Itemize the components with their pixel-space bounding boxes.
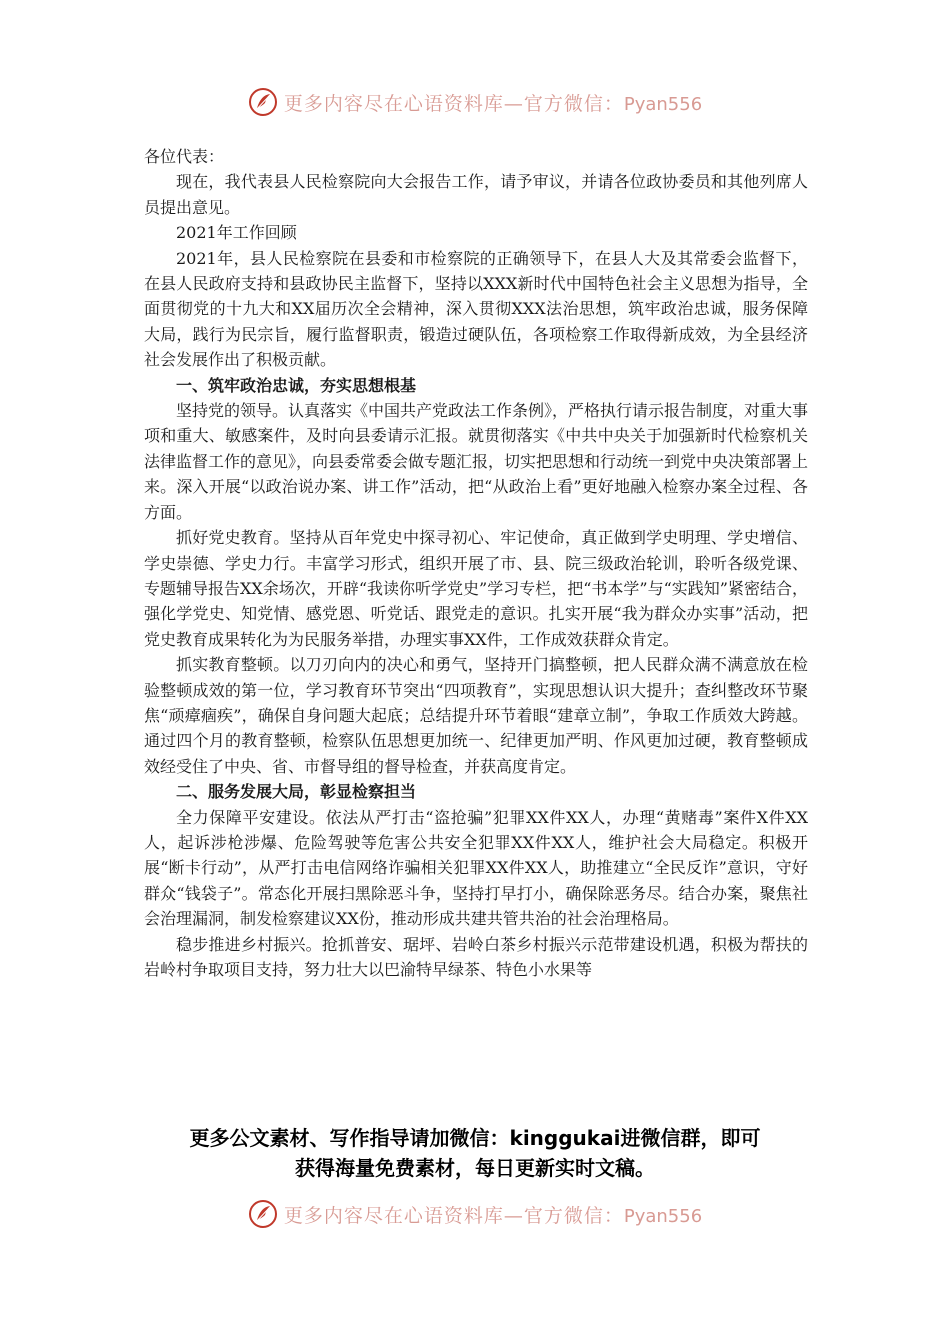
paragraph-1-2: 抓好党史教育。坚持从百年党史中探寻初心、牢记使命，真正做到学史明理、学史增信、学史崇德、学史力行。丰富学习形式，组织开展了市、县、院三级政治轮训，聆听各级党课、专题辅导报告XX余场次，开辟“我读你听学党史”学习专栏，把“书本学”与“实践知”紧密结合，强化学党史、知党情、感党恩、听党话、跟党走的意识。扎实开展“我为群众办实事”活动，把党史教育成果转化为为民服务举措，办理实事XX件，工作成效获群众肯定。 [144, 528, 808, 649]
promo-line-2: 获得海量免费素材，每日更新实时文稿。 [295, 1156, 655, 1180]
footer-wechat-id: Pyan556 [623, 1205, 703, 1227]
paragraph-1-1: 坚持党的领导。认真落实《中国共产党政法工作条例》，严格执行请示报告制度，对重大事项和重大、敏感案件，及时向县委请示汇报。就贯彻落实《中共中央关于加强新时代检察机关法律监督工作的意见》，向县委常委会做专题汇报，切实把思想和行动统一到党中央决策部署上来。深入开展“以政治说办案、讲工作”活动，把“从政治上看”更好地融入检察办案全过程、各方面。 [144, 401, 808, 522]
footer-banner-text [284, 1201, 702, 1228]
header-banner-text [284, 89, 702, 116]
header-wechat-label: 官方微信： [523, 92, 624, 115]
footer-brand: 更多内容尽在心语资料库 [283, 1204, 504, 1227]
paragraph-2-2: 稳步推进乡村振兴。抢抓普安、琚坪、岩岭白茶乡村振兴示范带建设机遇，积极为帮扶的岩岭村争取项目支持，努力壮大以巴渝特早绿茶、特色小水果等 [144, 934, 808, 979]
brand-logo-icon [248, 87, 278, 117]
header-brand: 更多内容尽在心语资料库 [283, 92, 504, 115]
footer-wechat-label: 官方微信： [523, 1204, 624, 1227]
review-paragraph: 2021年，县人民检察院在县委和市检察院的正确领导下，在县人大及其常委会监督下，在县人民政府支持和县政协民主监督下，坚持以XXX新时代中国特色社会主义思想为指导，全面贯彻党的十九大和XX届历次全会精神，深入贯彻XXX法治思想，筑牢政治忠诚，服务保障大局，践行为民宗旨，履行监督职责，锻造过硬队伍，各项检察工作取得新成效，为全县经济社会发展作出了积极贡献。 [144, 248, 808, 370]
brand-logo-icon [248, 1199, 278, 1229]
document-body [144, 144, 808, 1104]
footer-dash: — [503, 1204, 524, 1227]
heading-1: 一、筑牢政治忠诚，夯实思想根基 [176, 375, 417, 395]
paragraph-1-3: 抓实教育整顿。以刀刃向内的决心和勇气，坚持开门搞整顿，把人民群众满不满意放在检验整顿成效的第一位，学习教育环节突出“四项教育”，实现思想认识大提升；查纠整改环节聚焦“顽瘴痼疾”，确保自身问题大起底；总结提升环节着眼“建章立制”，争取工作质效大跨越。通过四个月的教育整顿，检察队伍思想更加统一、纪律更加严明、作风更加过硬，教育整顿成效经受住了中央、省、市督导组的督导检查，并获高度肯定。 [144, 655, 808, 776]
paragraph-2-1: 全力保障平安建设。依法从严打击“盗抢骗”犯罪XX件XX人，办理“黄赌毒”案件X件XX人，起诉涉枪涉爆、危险驾驶等危害公共安全犯罪XX件XX人，维护社会大局稳定。积极开展“断卡行动”，从严打击电信网络诈骗相关犯罪XX件XX人，助推建立“全民反诈”意识，守好群众“钱袋子”。常态化开展扫黑除恶斗争，坚持打早打小，确保除恶务尽。结合办案，聚焦社会治理漏洞，制发检察建议XX份，推动形成共建共管共治的社会治理格局。 [144, 807, 808, 929]
promo-line-1: 更多公文素材、写作指导请加微信：kinggukai进微信群，即可 [189, 1126, 761, 1150]
header-dash: — [503, 92, 524, 115]
header-wechat-id: Pyan556 [623, 93, 703, 115]
section-review-title: 2021年工作回顾 [176, 223, 297, 243]
intro-paragraph: 现在，我代表县人民检察院向大会报告工作，请予审议，并请各位政协委员和其他列席人员提出意见。 [144, 172, 808, 217]
promo-notice [110, 1123, 840, 1183]
header-banner [0, 82, 950, 122]
heading-2: 二、服务发展大局，彰显检察担当 [176, 782, 417, 802]
footer-banner [0, 1194, 950, 1234]
salutation: 各位代表： [144, 147, 225, 166]
